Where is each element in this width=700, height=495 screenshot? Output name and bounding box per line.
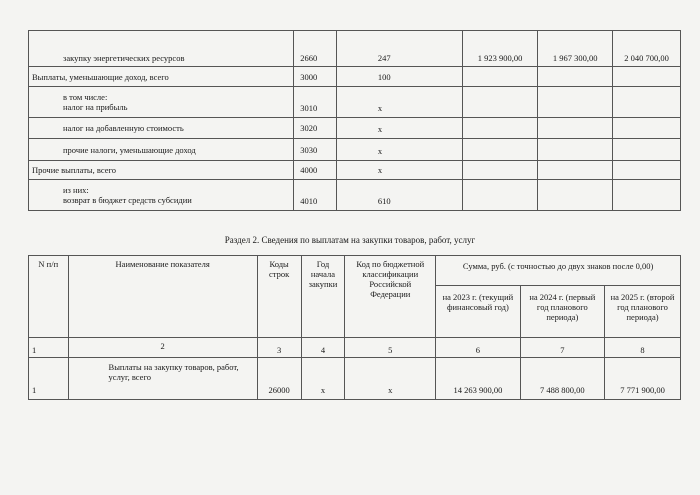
col-number: 3: [257, 338, 301, 358]
row-kbk: x: [336, 161, 462, 180]
header-year: Год начала закупки: [301, 256, 345, 338]
col-number: 2: [68, 338, 257, 358]
row-kbk: x: [336, 139, 462, 161]
header-2025: на 2025 г. (второй год планового периода): [605, 286, 681, 338]
col-number: 6: [436, 338, 520, 358]
row-kbk: x: [336, 118, 462, 139]
row-name: налог на добавленную стоимость: [29, 118, 294, 139]
row-name: Выплаты на закупку товаров, работ, услуг, всего: [68, 358, 257, 400]
row-code: 3030: [294, 139, 337, 161]
header-kbk: Код по бюджетной классификации Российской Федерации: [345, 256, 436, 338]
row-value-2023: [462, 161, 537, 180]
col-number: 7: [520, 338, 604, 358]
header-2024: на 2024 г. (первый год планового периода): [520, 286, 604, 338]
row-value-2024: [538, 87, 613, 118]
row-value-2023: [462, 180, 537, 211]
row-value-2024: [538, 67, 613, 87]
row-value-2024: [538, 118, 613, 139]
row-code: 2660: [294, 31, 337, 67]
row-value-2023: [462, 139, 537, 161]
row-value-2023: 1 923 900,00: [462, 31, 537, 67]
row-name-prefix: в том числе:: [63, 92, 108, 102]
row-name: прочие налоги, уменьшающие доход: [29, 139, 294, 161]
row-value-2023: [462, 87, 537, 118]
row-code: 3010: [294, 87, 337, 118]
row-value-2025: [613, 67, 681, 87]
row-value-2023: [462, 118, 537, 139]
col-number: 1: [29, 338, 69, 358]
row-name-main: возврат в бюджет средств субсидии: [63, 195, 192, 205]
col-number: 5: [345, 338, 436, 358]
header-name: Наименование показателя: [68, 256, 257, 338]
row-code: 4000: [294, 161, 337, 180]
row-code: 3000: [294, 67, 337, 87]
row-value-2025: [613, 87, 681, 118]
row-kbk: x: [336, 87, 462, 118]
row-value-2025: [613, 161, 681, 180]
row-value-2023: 14 263 900,00: [436, 358, 520, 400]
table-row: [29, 180, 681, 211]
row-value-2025: 2 040 700,00: [613, 31, 681, 67]
row-name: [29, 87, 294, 118]
row-name-prefix: из них:: [63, 185, 89, 195]
row-num: 1: [29, 358, 69, 400]
row-kbk: 100: [336, 67, 462, 87]
table-row: [29, 67, 681, 87]
purchases-table: [28, 255, 681, 400]
payments-table: [28, 30, 681, 211]
row-value-2023: [462, 67, 537, 87]
header-sum: Сумма, руб. (с точностью до двух знаков после 0,00): [436, 256, 681, 286]
row-kbk: x: [345, 358, 436, 400]
row-year: x: [301, 358, 345, 400]
table-row: [29, 161, 681, 180]
row-value-2024: 7 488 800,00: [520, 358, 604, 400]
row-code: 3020: [294, 118, 337, 139]
row-code: 26000: [257, 358, 301, 400]
row-value-2024: [538, 161, 613, 180]
row-name-main: налог на прибыль: [63, 102, 128, 112]
header-num: N п/п: [29, 256, 69, 338]
table-row: [29, 118, 681, 139]
row-name: закупку энергетических ресурсов: [29, 31, 294, 67]
row-code: 4010: [294, 180, 337, 211]
section-title: Раздел 2. Сведения по выплатам на закупки товаров, работ, услуг: [224, 235, 476, 245]
row-value-2025: [613, 139, 681, 161]
col-number: 4: [301, 338, 345, 358]
header-codes: Коды строк: [257, 256, 301, 338]
row-kbk: 610: [336, 180, 462, 211]
row-value-2024: [538, 139, 613, 161]
row-value-2025: [613, 180, 681, 211]
table-row: [29, 31, 681, 67]
row-value-2024: [538, 180, 613, 211]
row-value-2024: 1 967 300,00: [538, 31, 613, 67]
table-header-row: [29, 256, 681, 286]
row-value-2025: 7 771 900,00: [605, 358, 681, 400]
numbering-row: [29, 338, 681, 358]
row-name: Прочие выплаты, всего: [29, 161, 294, 180]
row-name: [29, 180, 294, 211]
table-row: [29, 139, 681, 161]
col-number: 8: [605, 338, 681, 358]
row-value-2025: [613, 118, 681, 139]
table-row: [29, 358, 681, 400]
table-row: [29, 87, 681, 118]
row-kbk: 247: [336, 31, 462, 67]
row-name: Выплаты, уменьшающие доход, всего: [29, 67, 294, 87]
header-2023: на 2023 г. (текущий финансовый год): [436, 286, 520, 338]
